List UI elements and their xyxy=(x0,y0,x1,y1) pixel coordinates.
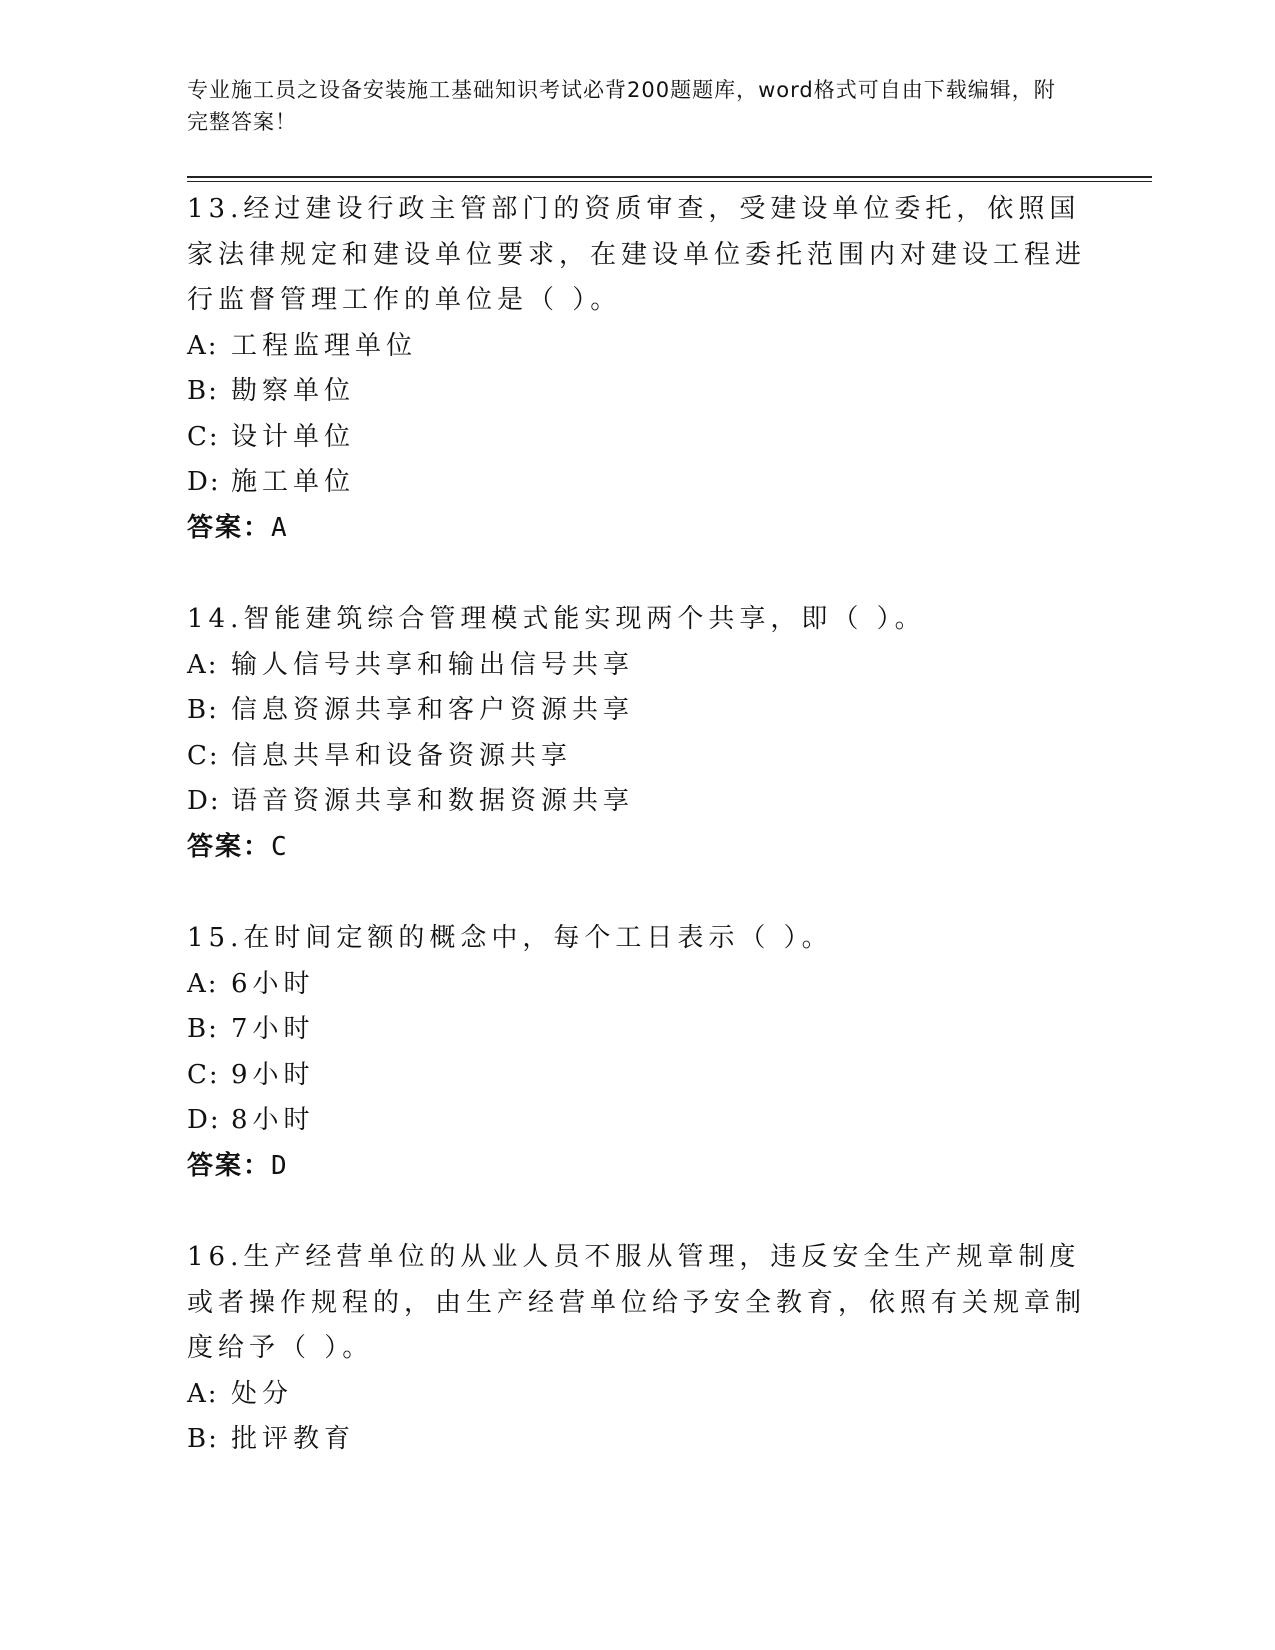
option-c xyxy=(187,415,1087,461)
header-divider xyxy=(187,176,1152,182)
option-text: 勘察单位 xyxy=(231,376,356,406)
option-d xyxy=(187,779,1087,825)
option-text: 7小时 xyxy=(231,1014,315,1044)
option-text: 9小时 xyxy=(231,1059,315,1090)
option-text: 信息共旱和设备资源共享 xyxy=(231,740,573,771)
answer-value: C xyxy=(271,831,288,862)
option-c xyxy=(187,1053,1087,1099)
option-letter: A: xyxy=(187,968,219,999)
option-letter: A: xyxy=(187,1378,219,1409)
answer-label: 答案： xyxy=(187,831,272,862)
option-letter: A: xyxy=(187,330,219,361)
option-letter: B: xyxy=(187,695,219,725)
option-d xyxy=(187,1098,1087,1144)
question-stem: 16.生产经营单位的从业人员不服从管理，违反安全生产规章制度或者操作规程的，由生产经营单位给予安全教育，依照有关规章制度给予（ ）。 xyxy=(187,1242,1087,1363)
answer-label: 答案： xyxy=(187,1150,272,1181)
option-letter: B: xyxy=(187,376,219,406)
option-text: 处分 xyxy=(231,1378,294,1409)
question-16 xyxy=(187,1235,1087,1463)
option-a xyxy=(187,324,1087,370)
question-13 xyxy=(187,187,1087,551)
option-letter: D: xyxy=(187,1105,221,1135)
option-b xyxy=(187,1417,1087,1463)
question-15 xyxy=(187,916,1087,1189)
option-a xyxy=(187,643,1087,689)
option-text: 设计单位 xyxy=(231,421,356,452)
option-text: 6小时 xyxy=(231,968,315,999)
answer-value: D xyxy=(271,1150,288,1181)
option-letter: C: xyxy=(187,421,220,452)
question-stem: 13.经过建设行政主管部门的资质审查，受建设单位委托，依照国家法律规定和建设单位要求，在建设单位委托范围内对建设工程进行监督管理工作的单位是（ ）。 xyxy=(187,194,1087,315)
answer-line xyxy=(187,825,1087,871)
option-letter: C: xyxy=(187,1059,220,1090)
option-text: 语音资源共享和数据资源共享 xyxy=(231,786,635,816)
answer-line xyxy=(187,1144,1087,1190)
option-text: 输人信号共享和输出信号共享 xyxy=(231,649,635,680)
option-letter: C: xyxy=(187,740,220,771)
question-stem: 14.智能建筑综合管理模式能实现两个共享，即（ ）。 xyxy=(187,604,926,634)
option-a xyxy=(187,1372,1087,1418)
option-text: 工程监理单位 xyxy=(231,330,418,361)
option-letter: D: xyxy=(187,786,221,816)
question-stem: 15.在时间定额的概念中，每个工日表示（ ）。 xyxy=(187,923,833,953)
option-letter: D: xyxy=(187,467,221,497)
option-b xyxy=(187,688,1087,734)
option-b xyxy=(187,1007,1087,1053)
option-text: 8小时 xyxy=(231,1105,315,1135)
option-d xyxy=(187,460,1087,506)
option-text: 批评教育 xyxy=(231,1424,356,1454)
option-letter: B: xyxy=(187,1424,219,1454)
question-list xyxy=(187,187,1087,1463)
question-14 xyxy=(187,597,1087,870)
option-a xyxy=(187,962,1087,1008)
option-letter: A: xyxy=(187,649,219,680)
answer-line xyxy=(187,506,1087,552)
option-letter: B: xyxy=(187,1014,219,1044)
option-c xyxy=(187,734,1087,780)
option-b xyxy=(187,369,1087,415)
document-header: 专业施工员之设备安装施工基础知识考试必背200题题库，word格式可自由下载编辑，附完整答案！ xyxy=(187,78,1056,134)
answer-label: 答案： xyxy=(187,512,272,543)
option-text: 施工单位 xyxy=(231,467,356,497)
answer-value: A xyxy=(271,512,288,543)
option-text: 信息资源共享和客户资源共享 xyxy=(231,695,635,725)
